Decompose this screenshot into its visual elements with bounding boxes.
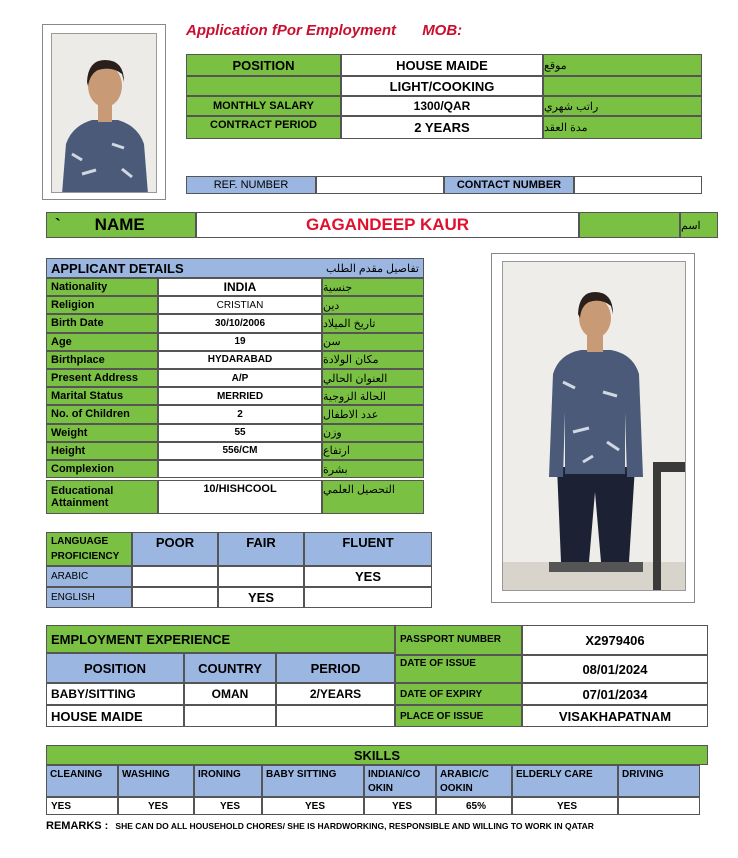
applicant-row-label: Age — [46, 333, 158, 351]
applicant-row-arabic: سن — [322, 333, 424, 351]
employment-country — [184, 705, 276, 727]
applicant-edu-label — [46, 480, 158, 514]
place-of-issue-label: PLACE OF ISSUE — [395, 705, 522, 727]
contact-number-label: CONTACT NUMBER — [444, 176, 574, 194]
skills-title: SKILLS — [46, 745, 708, 765]
applicant-row-label: Nationality — [46, 278, 158, 296]
applicant-row-arabic: ارتفاع — [322, 442, 424, 460]
skill-value: YES — [364, 797, 436, 815]
passport-photo-frame — [42, 24, 166, 200]
passport-number: X2979406 — [522, 625, 708, 655]
position-label-blank — [186, 76, 341, 96]
employment-period — [276, 705, 395, 727]
language-name: ENGLISH — [46, 587, 132, 608]
applicant-row-arabic: دين — [322, 296, 424, 314]
contact-number-value — [574, 176, 702, 194]
contract-arabic: مدة العقد — [543, 116, 702, 139]
skill-name: WASHING — [118, 765, 194, 797]
language-fluent-cell — [304, 587, 432, 608]
name-label: NAME — [94, 215, 145, 234]
language-poor-cell — [132, 566, 218, 587]
applicant-row-label: Birth Date — [46, 314, 158, 332]
ref-number-label: REF. NUMBER — [186, 176, 316, 194]
name-mark: ` — [55, 215, 61, 234]
employment-position: BABY/SITTING — [46, 683, 184, 705]
language-name: ARABIC — [46, 566, 132, 587]
applicant-row-arabic: وزن — [322, 424, 424, 442]
skill-name: CLEANING — [46, 765, 118, 797]
applicant-row-value: 55 — [158, 424, 322, 442]
language-label: LANGUAGE PROFICIENCY — [46, 532, 132, 566]
full-photo — [502, 261, 686, 591]
contract-label: CONTRACT PERIOD — [186, 116, 341, 139]
applicant-row-label: Weight — [46, 424, 158, 442]
applicant-row-label: Birthplace — [46, 351, 158, 369]
applicant-row-value: A/P — [158, 369, 322, 387]
applicant-row-value: 30/10/2006 — [158, 314, 322, 332]
place-of-issue: VISAKHAPATNAM — [522, 705, 708, 727]
skill-name: ELDERLY CARE — [512, 765, 618, 797]
position-label: POSITION — [186, 54, 341, 76]
applicant-row-arabic: الحالة الزوجية — [322, 387, 424, 405]
salary-label: MONTHLY SALARY — [186, 96, 341, 116]
applicant-row-arabic: مكان الولادة — [322, 351, 424, 369]
name-value: GAGANDEEP KAUR — [196, 212, 579, 238]
remarks-label: REMARKS : — [46, 820, 109, 832]
applicant-row-arabic: جنسية — [322, 278, 424, 296]
mob-label: MOB: — [422, 22, 463, 39]
applicant-row-value: 2 — [158, 405, 322, 423]
name-arabic: اسم — [680, 212, 718, 238]
position-arabic: موقع — [543, 54, 702, 76]
skill-value: YES — [194, 797, 262, 815]
applicant-row-arabic: العنوان الحالي — [322, 369, 424, 387]
applicant-row-value: HYDARABAD — [158, 351, 322, 369]
applicant-details-title — [46, 258, 424, 278]
remarks — [46, 820, 594, 832]
employment-position: HOUSE MAIDE — [46, 705, 184, 727]
language-poor-cell — [132, 587, 218, 608]
position-value-2: LIGHT/COOKING — [341, 76, 543, 96]
skill-value: YES — [46, 797, 118, 815]
applicant-row-value: CRISTIAN — [158, 296, 322, 314]
skill-name: DRIVING — [618, 765, 700, 797]
skill-name: BABY SITTING — [262, 765, 364, 797]
skill-value: YES — [512, 797, 618, 815]
applicant-row-label: Height — [46, 442, 158, 460]
name-gap — [579, 212, 680, 238]
application-title — [186, 22, 462, 39]
skill-name: INDIAN/CO OKIN — [364, 765, 436, 797]
applicant-row-arabic: تاريخ الميلاد — [322, 314, 424, 332]
issue-date: 08/01/2024 — [522, 655, 708, 683]
skill-value — [618, 797, 700, 815]
applicant-title-text: APPLICANT DETAILS — [51, 260, 184, 276]
skill-value: YES — [118, 797, 194, 815]
salary-arabic: راتب شهري — [543, 96, 702, 116]
language-fluent-cell: YES — [304, 566, 432, 587]
employment-period: 2/YEARS — [276, 683, 395, 705]
skill-value: 65% — [436, 797, 512, 815]
applicant-row-label: Religion — [46, 296, 158, 314]
skill-name: ARABIC/C OOKIN — [436, 765, 512, 797]
applicant-row-label: Present Address — [46, 369, 158, 387]
remarks-text: SHE CAN DO ALL HOUSEHOLD CHORES/ SHE IS HARDWORKING, RESPONSIBLE AND WILLING TO WORK IN QATAR — [115, 821, 594, 831]
applicant-row-value: MERRIED — [158, 387, 322, 405]
edu-label-line1: Educational — [51, 485, 114, 497]
applicant-row-value: 19 — [158, 333, 322, 351]
employment-country: OMAN — [184, 683, 276, 705]
language-level-header: FLUENT — [304, 532, 432, 566]
applicant-edu-value: 10/HISHCOOL — [158, 480, 322, 514]
language-level-header: FAIR — [218, 532, 304, 566]
ref-number-value — [316, 176, 444, 194]
language-fair-cell — [218, 566, 304, 587]
contract-value: 2 YEARS — [341, 116, 543, 139]
passport-photo — [51, 33, 157, 193]
applicant-row-value: 556/CM — [158, 442, 322, 460]
language-fair-cell: YES — [218, 587, 304, 608]
applicant-row-label: Marital Status — [46, 387, 158, 405]
passport-number-label: PASSPORT NUMBER — [395, 625, 522, 655]
skill-value: YES — [262, 797, 364, 815]
edu-label-line2: Attainment — [51, 497, 109, 509]
title-text: Application fPor Employment — [186, 22, 397, 39]
applicant-row-label: No. of Children — [46, 405, 158, 423]
applicant-edu-arabic: التحصيل العلمي — [322, 480, 424, 514]
applicant-row-label: Complexion — [46, 460, 158, 478]
employment-title: EMPLOYMENT EXPERIENCE — [46, 625, 395, 653]
name-bar — [46, 212, 196, 238]
applicant-row-value — [158, 460, 322, 478]
expiry-date-label: DATE OF EXPIRY — [395, 683, 522, 705]
employment-header: POSITION — [46, 653, 184, 683]
applicant-title-arabic: تفاصيل مقدم الطلب — [326, 262, 419, 275]
salary-value: 1300/QAR — [341, 96, 543, 116]
language-level-header: POOR — [132, 532, 218, 566]
applicant-row-arabic: بشرة — [322, 460, 424, 478]
applicant-row-value: INDIA — [158, 278, 322, 296]
employment-header: PERIOD — [276, 653, 395, 683]
employment-header: COUNTRY — [184, 653, 276, 683]
position-value: HOUSE MAIDE — [341, 54, 543, 76]
issue-date-label: DATE OF ISSUE — [395, 655, 522, 683]
position-arabic-blank — [543, 76, 702, 96]
expiry-date: 07/01/2034 — [522, 683, 708, 705]
applicant-row-arabic: عدد الاطفال — [322, 405, 424, 423]
skill-name: IRONING — [194, 765, 262, 797]
full-photo-frame — [491, 253, 695, 603]
